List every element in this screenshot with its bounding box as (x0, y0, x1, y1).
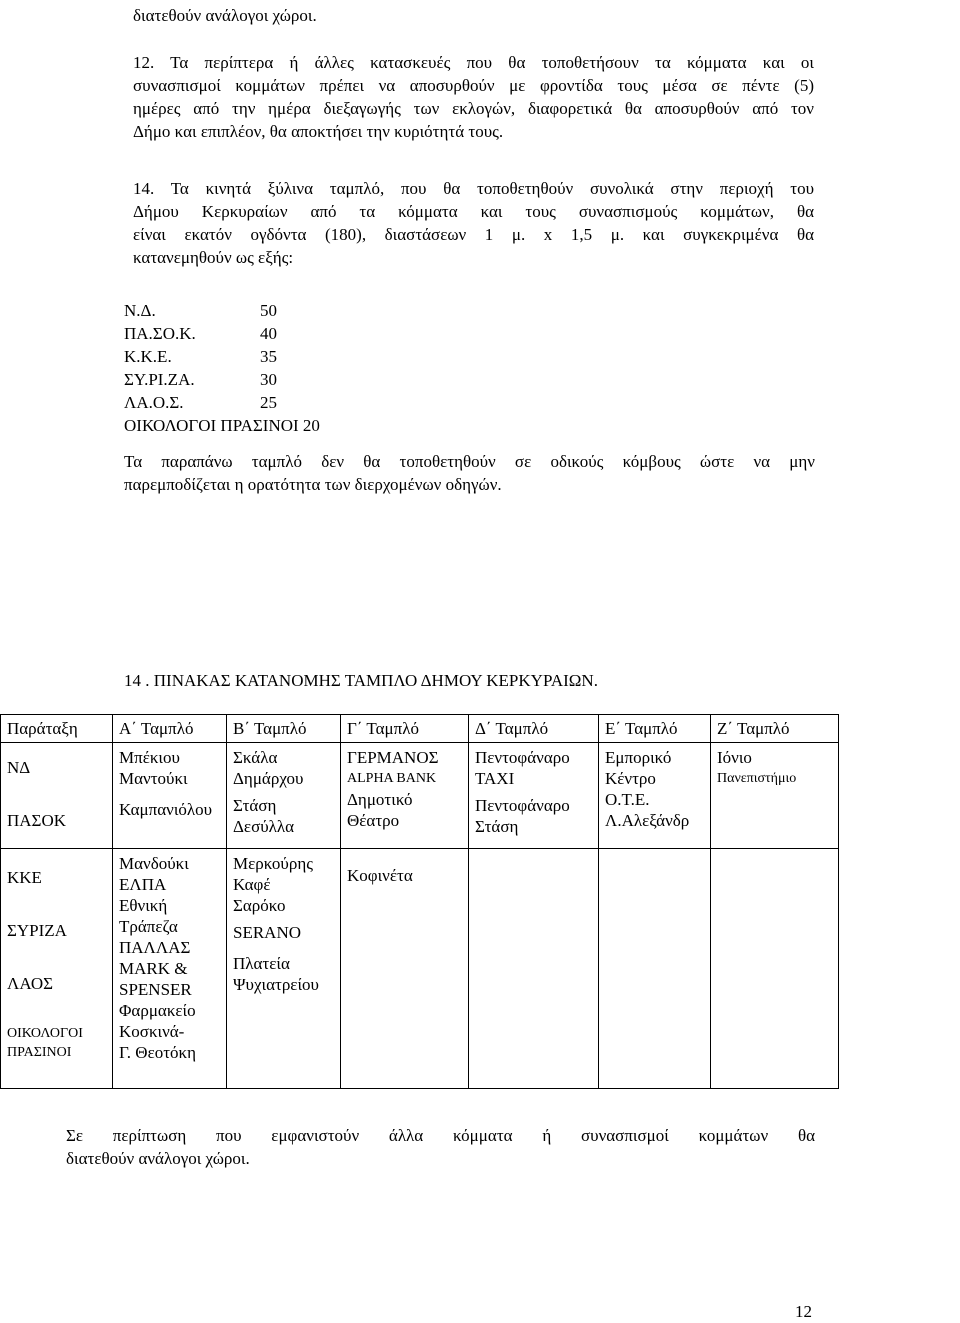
location-text: Σαρόκο (233, 896, 286, 915)
party-name: ΝΔ (7, 758, 31, 777)
allocation-list (124, 299, 320, 437)
location-text: Δημάρχου (233, 769, 304, 788)
location-text: TAXI (475, 769, 515, 788)
location-text: Μερκούρης (233, 854, 313, 873)
location-text: Θέατρο (347, 811, 400, 830)
allocation-row (124, 391, 320, 414)
location-text: Μαντούκι (119, 769, 188, 788)
paragraph-14-line: είναι εκατόν ογδόντα (180), διαστάσεων 1 μ. x 1,5 μ. και συγκεκριμένα θα (133, 225, 814, 244)
allocation-party: ΠΑ.ΣΟ.Κ. (124, 324, 196, 343)
location-text: ΠΑΛΛΑΣ (119, 938, 191, 957)
allocation-count: 50 (260, 301, 277, 320)
location-text: Καφέ (233, 875, 271, 894)
placement-note-line: Τα παραπάνω ταμπλό δεν θα τοποθετηθούν σε οδικούς κόμβους ώστε να μην (124, 452, 815, 471)
allocation-row (124, 368, 320, 391)
table-row (1, 743, 839, 849)
party-name: ΛΑΟΣ (7, 974, 54, 993)
party-name: ΣΥΡΙΖΑ (7, 921, 67, 940)
location-text: ALPHA BANK (347, 771, 437, 786)
location-cell (711, 743, 839, 849)
location-text: Πανεπιστήμιο (717, 771, 797, 786)
party-name: ΠΑΣΟΚ (7, 811, 67, 830)
location-text: Κοσκινά- (119, 1022, 185, 1041)
paragraph-12-line: Δήμο και επιπλέον, θα αποκτήσει την κυριότητά τους. (133, 122, 504, 141)
location-cell (599, 743, 711, 849)
header-cell: Ζ΄ Ταμπλό (711, 715, 839, 743)
empty-cell (469, 849, 599, 1089)
page-number: 12 (795, 1302, 812, 1321)
location-text: ΕΛΠΑ (119, 875, 167, 894)
paragraph-14-line: 14. Τα κινητά ξύλινα ταμπλό, που θα τοποθετηθούν συνολικά στην περιοχή του (133, 179, 814, 198)
location-text: MARK & (119, 959, 188, 978)
allocation-row (124, 322, 320, 345)
allocation-table (0, 714, 839, 1089)
allocation-party: ΣΥ.ΡΙ.ΖΑ. (124, 370, 195, 389)
location-text: Κέντρο (605, 769, 656, 788)
placement-note (124, 450, 815, 496)
location-cell (113, 743, 227, 849)
empty-cell (711, 849, 839, 1089)
closing-paragraph-line: διατεθούν ανάλογοι χώροι. (66, 1149, 250, 1168)
allocation-count: 40 (260, 324, 277, 343)
location-text: ΓΕΡΜΑΝΟΣ (347, 748, 439, 767)
paragraph-14-line: κατανεμηθούν ως εξής: (133, 248, 294, 267)
location-text: Πεντοφάναρο (475, 796, 570, 815)
location-text: Γ. Θεοτόκη (119, 1043, 196, 1062)
paragraph-12-line: συνασπισμοί κομμάτων πρέπει να αποσυρθούν με φροντίδα τους μέσα σε πέντε (5) (133, 76, 814, 95)
location-text: Στάση (475, 817, 519, 836)
location-text: Ο.Τ.Ε. (605, 790, 650, 809)
allocation-count: 25 (260, 393, 277, 412)
header-cell: Ε΄ Ταμπλό (599, 715, 711, 743)
location-cell (227, 849, 341, 1089)
table-header-row (1, 715, 839, 743)
paragraph-12 (133, 51, 814, 143)
allocation-party: ΛΑ.Ο.Σ. (124, 393, 184, 412)
location-cell (341, 743, 469, 849)
location-cell (113, 849, 227, 1089)
location-text: Ιόνιο (717, 748, 752, 767)
location-text: Μπέκιου (119, 748, 180, 767)
location-text: Καμπανιόλου (119, 800, 213, 819)
paragraph-12-line: ημέρες από την ημέρα διεξαγωγής των εκλογών, διαφορετικά θα αποσυρθούν από τον (133, 99, 814, 118)
header-cell: Παράταξη (1, 715, 113, 743)
location-cell (469, 743, 599, 849)
location-text: SPENSER (119, 980, 192, 999)
allocation-row (124, 299, 320, 322)
empty-cell (599, 849, 711, 1089)
allocation-row (124, 345, 320, 368)
location-text: Πεντοφάναρο (475, 748, 570, 767)
location-text: Δεσύλλα (233, 817, 295, 836)
location-text: Ψυχιατρείου (233, 975, 319, 994)
location-text: Κοφινέτα (347, 866, 413, 885)
header-cell: Α΄ Ταμπλό (113, 715, 227, 743)
party-cell (1, 849, 113, 1089)
closing-paragraph-line: Σε περίπτωση που εμφανιστούν άλλα κόμματα ή συνασπισμοί κομμάτων θα (66, 1126, 815, 1145)
paragraph-14 (133, 177, 814, 269)
allocation-party: Ν.Δ. (124, 301, 156, 320)
paragraph-12-line: 12. Τα περίπτερα ή άλλες κατασκευές που θα τοποθετήσουν τα κόμματα και οι (133, 53, 814, 72)
party-cell (1, 743, 113, 849)
header-cell: Δ΄ Ταμπλό (469, 715, 599, 743)
table-title: 14 . ΠΙΝΑΚΑΣ ΚΑΤΑΝΟΜΗΣ ΤΑΜΠΛΟ ΔΗΜΟΥ ΚΕΡΚΥΡΑΙΩΝ. (124, 671, 598, 690)
location-text: Πλατεία (233, 954, 290, 973)
placement-note-line: παρεμποδίζεται η ορατότητα των διερχομένων οδηγών. (124, 475, 502, 494)
party-name: ΚΚΕ (7, 868, 42, 887)
location-text: Σκάλα (233, 748, 278, 767)
location-cell (341, 849, 469, 1089)
allocation-last-row: ΟΙΚΟΛΟΓΟΙ ΠΡΑΣΙΝΟΙ 20 (124, 416, 320, 435)
party-name: ΠΡΑΣΙΝΟΙ (7, 1045, 72, 1060)
location-text: SERANO (233, 923, 302, 942)
closing-paragraph (66, 1124, 815, 1170)
location-text: Εθνική (119, 896, 168, 915)
location-text: Εμπορικό (605, 748, 672, 767)
paragraph-14-line: Δήμου Κερκυραίων από τα κόμματα και τους συνασπισμούς κομμάτων, θα (133, 202, 814, 221)
location-text: Φαρμακείο (119, 1001, 196, 1020)
header-cell: Γ΄ Ταμπλό (341, 715, 469, 743)
allocation-count: 30 (260, 370, 277, 389)
top-fragment-text: διατεθούν ανάλογοι χώροι. (133, 6, 317, 25)
location-text: Μανδούκι (119, 854, 189, 873)
location-text: Λ.Αλεξάνδρ (605, 811, 690, 830)
header-cell: Β΄ Ταμπλό (227, 715, 341, 743)
location-cell (227, 743, 341, 849)
location-text: Στάση (233, 796, 277, 815)
allocation-party: Κ.Κ.Ε. (124, 347, 172, 366)
party-name: ΟΙΚΟΛΟΓΟΙ (7, 1026, 83, 1041)
location-text: Τράπεζα (119, 917, 178, 936)
location-text: Δημοτικό (347, 790, 413, 809)
allocation-count: 35 (260, 347, 277, 366)
table-row (1, 849, 839, 1089)
